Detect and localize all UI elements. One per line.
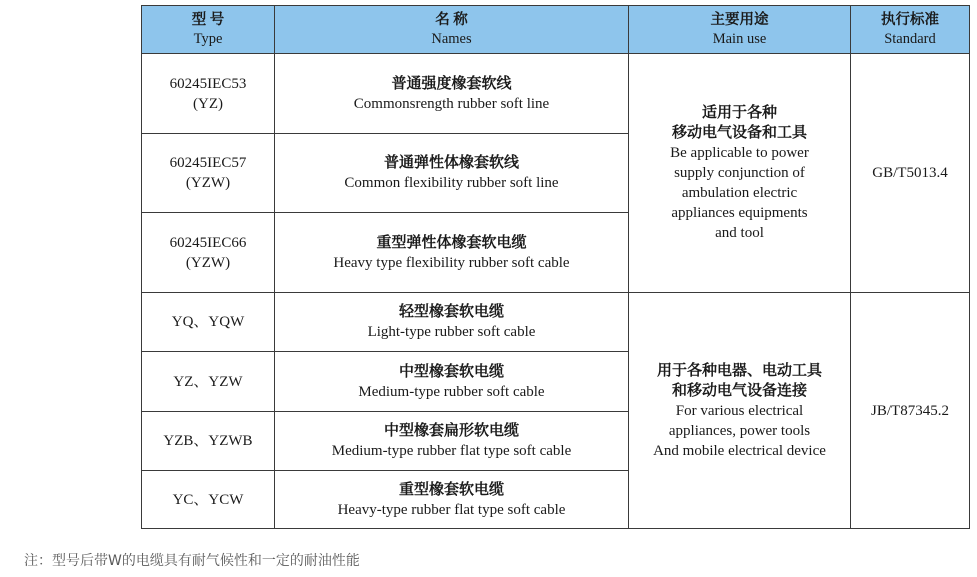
header-names: [275, 6, 629, 54]
table-row: [142, 293, 970, 352]
type-cell: [142, 134, 275, 213]
table-row: [142, 54, 970, 134]
name-cn: 普通弹性体橡套软线: [383, 155, 519, 171]
name-en: Heavy-type rubber flat type soft cable: [337, 501, 566, 518]
name-cn: 重型橡套软电缆: [398, 481, 504, 498]
type-sub: (YZ): [193, 95, 223, 112]
name-cell: [275, 213, 629, 293]
standard-cell-group-2: [851, 293, 970, 529]
use-en-line: appliances, power tools: [668, 422, 811, 439]
name-cell: [275, 293, 629, 352]
name-cell: [275, 352, 629, 412]
type-code: 60245IEC57: [169, 155, 247, 171]
type-cell: [142, 54, 275, 134]
header-type-en: Type: [193, 30, 223, 47]
type-cell: [142, 213, 275, 293]
name-cn: 轻型橡套软电缆: [398, 304, 504, 320]
type-code: YZB、YZWB: [163, 433, 253, 449]
table-header-row: [142, 6, 970, 54]
use-cn-line: 用于各种电器、电动工具: [656, 362, 822, 379]
header-standard: [851, 6, 970, 54]
header-use-en: Main use: [712, 30, 767, 47]
name-en: Medium-type rubber flat type soft cable: [331, 443, 572, 459]
use-en-line: supply conjunction of: [674, 165, 805, 181]
name-cell: [275, 412, 629, 471]
use-cn-line: 和移动电气设备连接: [671, 382, 807, 399]
header-type: [142, 6, 275, 54]
header-main-use: [629, 6, 851, 54]
standard-cell-group-1: [851, 54, 970, 293]
header-std-en: Standard: [884, 30, 936, 47]
type-code: YQ、YQW: [171, 314, 245, 330]
cable-spec-table: [141, 5, 970, 529]
use-cn-line: 适用于各种: [701, 105, 777, 121]
name-en: Heavy type flexibility rubber soft cable: [333, 254, 570, 271]
name-cn: 中型橡套软电缆: [398, 363, 504, 380]
standard-code: GB/T5013.4: [872, 165, 948, 181]
use-en-line: appliances equipments: [671, 205, 808, 221]
name-cn: 普通强度橡套软线: [391, 75, 512, 92]
name-cell: [275, 134, 629, 213]
use-en-line: For various electrical: [675, 402, 804, 419]
name-en: Light-type rubber soft cable: [367, 324, 536, 340]
main-use-cell-group-1: [629, 54, 851, 293]
type-code: YZ、YZW: [173, 373, 243, 390]
type-code: 60245IEC53: [169, 75, 247, 92]
type-code: 60245IEC66: [169, 234, 247, 251]
name-cell: [275, 471, 629, 529]
main-use-cell-group-2: [629, 293, 851, 529]
header-names-en: Names: [431, 30, 472, 47]
name-cn: 重型弹性体橡套软电缆: [376, 234, 527, 251]
name-en: Medium-type rubber soft cable: [358, 383, 545, 400]
type-cell: [142, 352, 275, 412]
use-en-line: ambulation electric: [681, 185, 798, 201]
header-use-cn: 主要用途: [710, 11, 769, 28]
standard-code: JB/T87345.2: [871, 402, 949, 419]
header-type-cn: 型 号: [191, 11, 225, 28]
name-en: Common flexibility rubber soft line: [344, 175, 559, 191]
type-cell: [142, 412, 275, 471]
type-sub: (YZW): [185, 175, 231, 191]
use-en-line: Be applicable to power: [670, 145, 809, 161]
type-cell: [142, 293, 275, 352]
type-cell: [142, 471, 275, 529]
name-en: Commonsrength rubber soft line: [353, 95, 550, 112]
use-en-line: And mobile electrical device: [653, 442, 826, 459]
name-cn: 中型橡套扁形软电缆: [383, 423, 519, 439]
use-en-line: and tool: [715, 225, 764, 241]
type-code: YC、YCW: [172, 491, 244, 508]
footnote: 注：型号后带W的电缆具有耐气候性和一定的耐油性能: [24, 553, 360, 569]
type-sub: (YZW): [185, 254, 231, 271]
header-names-cn: 名 称: [435, 11, 468, 28]
name-cell: [275, 54, 629, 134]
header-std-cn: 执行标准: [881, 11, 939, 28]
use-cn-line: 移动电气设备和工具: [671, 125, 807, 141]
